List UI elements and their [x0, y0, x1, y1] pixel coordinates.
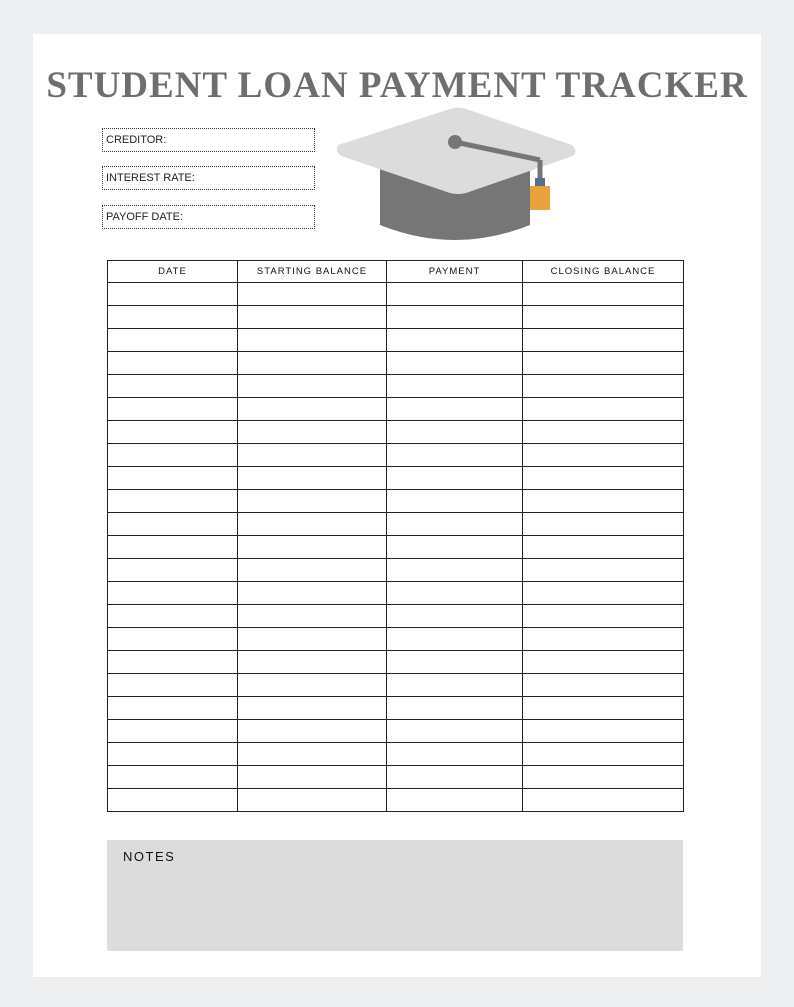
cell-date[interactable] — [108, 559, 238, 582]
table-row — [108, 674, 684, 697]
cell-payment[interactable] — [387, 582, 523, 605]
cell-closing-balance[interactable] — [523, 444, 684, 467]
cell-starting-balance[interactable] — [238, 789, 387, 812]
cell-date[interactable] — [108, 697, 238, 720]
cell-date[interactable] — [108, 536, 238, 559]
table-row — [108, 444, 684, 467]
cell-date[interactable] — [108, 766, 238, 789]
table-row — [108, 559, 684, 582]
cell-starting-balance[interactable] — [238, 536, 387, 559]
table-row — [108, 306, 684, 329]
table-row — [108, 467, 684, 490]
cell-starting-balance[interactable] — [238, 766, 387, 789]
cell-closing-balance[interactable] — [523, 582, 684, 605]
cell-closing-balance[interactable] — [523, 743, 684, 766]
table-row — [108, 582, 684, 605]
table-row — [108, 329, 684, 352]
cell-closing-balance[interactable] — [523, 398, 684, 421]
table-row — [108, 720, 684, 743]
cell-starting-balance[interactable] — [238, 490, 387, 513]
cell-date[interactable] — [108, 674, 238, 697]
cell-starting-balance[interactable] — [238, 582, 387, 605]
cell-date[interactable] — [108, 628, 238, 651]
cell-closing-balance[interactable] — [523, 352, 684, 375]
table-row — [108, 743, 684, 766]
cell-payment[interactable] — [387, 306, 523, 329]
cell-starting-balance[interactable] — [238, 306, 387, 329]
cell-starting-balance[interactable] — [238, 697, 387, 720]
table-row — [108, 375, 684, 398]
cell-date[interactable] — [108, 789, 238, 812]
notes-box[interactable] — [107, 840, 683, 951]
cell-closing-balance[interactable] — [523, 490, 684, 513]
cell-closing-balance[interactable] — [523, 306, 684, 329]
creditor-field[interactable] — [102, 128, 315, 152]
cell-date[interactable] — [108, 651, 238, 674]
cell-date[interactable] — [108, 720, 238, 743]
cell-date[interactable] — [108, 352, 238, 375]
cell-starting-balance[interactable] — [238, 513, 387, 536]
cell-payment[interactable] — [387, 283, 523, 306]
cell-payment[interactable] — [387, 398, 523, 421]
table-row — [108, 789, 684, 812]
page-title: STUDENT LOAN PAYMENT TRACKER — [46, 65, 748, 106]
cell-date[interactable] — [108, 743, 238, 766]
cell-payment[interactable] — [387, 329, 523, 352]
cell-payment[interactable] — [387, 743, 523, 766]
cell-closing-balance[interactable] — [523, 766, 684, 789]
cell-starting-balance[interactable] — [238, 329, 387, 352]
cell-payment[interactable] — [387, 352, 523, 375]
cell-starting-balance[interactable] — [238, 605, 387, 628]
cell-payment[interactable] — [387, 697, 523, 720]
cell-date[interactable] — [108, 582, 238, 605]
cell-payment[interactable] — [387, 513, 523, 536]
cell-payment[interactable] — [387, 536, 523, 559]
cell-payment[interactable] — [387, 605, 523, 628]
cell-starting-balance[interactable] — [238, 283, 387, 306]
cell-payment[interactable] — [387, 766, 523, 789]
cell-starting-balance[interactable] — [238, 467, 387, 490]
cell-starting-balance[interactable] — [238, 674, 387, 697]
header-payment: PAYMENT — [387, 261, 523, 283]
table-row — [108, 513, 684, 536]
cell-starting-balance[interactable] — [238, 444, 387, 467]
cell-date[interactable] — [108, 605, 238, 628]
interest-rate-label: INTEREST RATE: — [106, 172, 195, 184]
table-row — [108, 697, 684, 720]
cell-starting-balance[interactable] — [238, 651, 387, 674]
table-row — [108, 628, 684, 651]
table-row — [108, 421, 684, 444]
cell-closing-balance[interactable] — [523, 674, 684, 697]
cell-closing-balance[interactable] — [523, 697, 684, 720]
cell-closing-balance[interactable] — [523, 421, 684, 444]
cell-payment[interactable] — [387, 674, 523, 697]
cell-date[interactable] — [108, 490, 238, 513]
cell-payment[interactable] — [387, 421, 523, 444]
cell-closing-balance[interactable] — [523, 375, 684, 398]
cell-starting-balance[interactable] — [238, 421, 387, 444]
cell-closing-balance[interactable] — [523, 789, 684, 812]
cell-closing-balance[interactable] — [523, 605, 684, 628]
cell-payment[interactable] — [387, 628, 523, 651]
table-row — [108, 651, 684, 674]
table-row — [108, 352, 684, 375]
cell-closing-balance[interactable] — [523, 467, 684, 490]
cell-payment[interactable] — [387, 444, 523, 467]
cell-payment[interactable] — [387, 651, 523, 674]
table-row — [108, 766, 684, 789]
payoff-date-label: PAYOFF DATE: — [106, 211, 184, 223]
cell-starting-balance[interactable] — [238, 398, 387, 421]
cell-closing-balance[interactable] — [523, 720, 684, 743]
cell-starting-balance[interactable] — [238, 720, 387, 743]
creditor-label: CREDITOR: — [106, 134, 167, 146]
table-row — [108, 605, 684, 628]
header-closing-balance: CLOSING BALANCE — [523, 261, 684, 283]
cell-starting-balance[interactable] — [238, 559, 387, 582]
cell-payment[interactable] — [387, 490, 523, 513]
payoff-date-field[interactable] — [102, 205, 315, 229]
cell-payment[interactable] — [387, 375, 523, 398]
cell-closing-balance[interactable] — [523, 651, 684, 674]
cell-closing-balance[interactable] — [523, 329, 684, 352]
header-date: DATE — [108, 261, 238, 283]
notes-label: NOTES — [123, 849, 176, 864]
cell-starting-balance[interactable] — [238, 352, 387, 375]
cell-closing-balance[interactable] — [523, 283, 684, 306]
cell-date[interactable] — [108, 444, 238, 467]
table-row — [108, 398, 684, 421]
cell-payment[interactable] — [387, 467, 523, 490]
cell-starting-balance[interactable] — [238, 743, 387, 766]
table-header-row — [108, 261, 684, 283]
cell-date[interactable] — [108, 398, 238, 421]
cell-date[interactable] — [108, 375, 238, 398]
header-starting-balance: STARTING BALANCE — [238, 261, 387, 283]
cell-date[interactable] — [108, 467, 238, 490]
table-row — [108, 536, 684, 559]
table-row — [108, 490, 684, 513]
cell-date[interactable] — [108, 283, 238, 306]
payment-table — [107, 260, 684, 812]
interest-rate-field[interactable] — [102, 166, 315, 190]
cell-closing-balance[interactable] — [523, 628, 684, 651]
cell-starting-balance[interactable] — [238, 375, 387, 398]
cell-payment[interactable] — [387, 789, 523, 812]
cell-date[interactable] — [108, 329, 238, 352]
cell-date[interactable] — [108, 306, 238, 329]
table-row — [108, 283, 684, 306]
cell-closing-balance[interactable] — [523, 559, 684, 582]
cell-payment[interactable] — [387, 559, 523, 582]
cell-starting-balance[interactable] — [238, 628, 387, 651]
cell-date[interactable] — [108, 421, 238, 444]
cell-date[interactable] — [108, 513, 238, 536]
cell-payment[interactable] — [387, 720, 523, 743]
cell-closing-balance[interactable] — [523, 513, 684, 536]
cell-closing-balance[interactable] — [523, 536, 684, 559]
graduation-cap-icon — [330, 105, 580, 245]
